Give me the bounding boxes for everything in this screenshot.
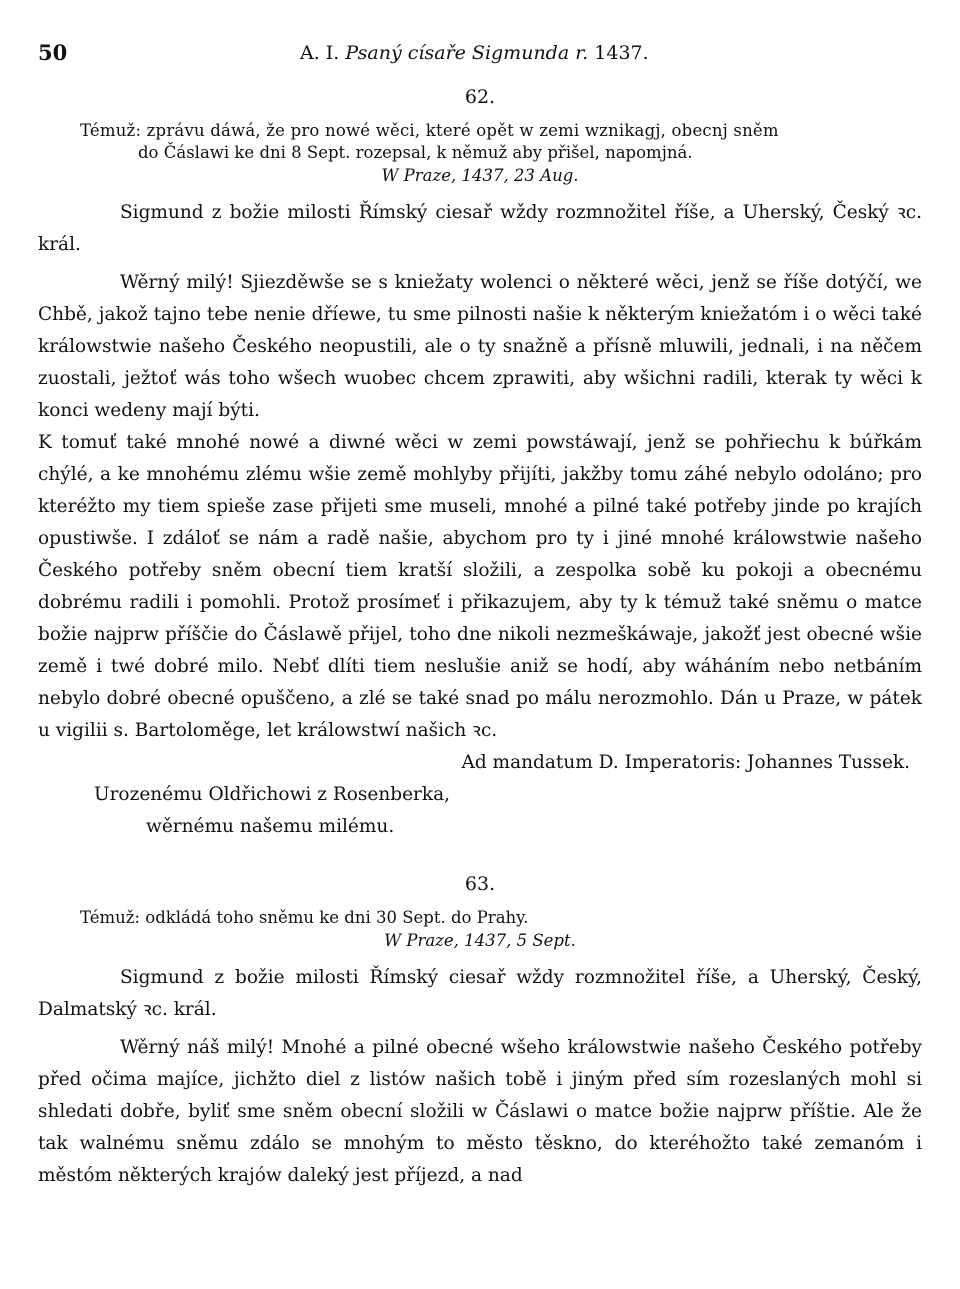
doc-62-date: 1437, 23 Aug. — [461, 166, 579, 185]
doc-62-summary-line1: Témuž: zprávu dáwá, že pro nowé wěci, které opět w zemi wznikagj, obecnj sněm — [80, 121, 779, 140]
doc-63-place-date — [38, 931, 922, 950]
doc-63-number: 63. — [464, 873, 496, 895]
doc-62-address — [38, 779, 922, 843]
doc-62-subscription: Ad mandatum D. Imperatoris: Johannes Tussek. — [461, 752, 910, 773]
running-header — [38, 40, 922, 74]
running-title-text: Psaný císaře Sigmunda r. — [345, 42, 589, 64]
doc-62-address-line2: wěrnému našemu milému. — [146, 816, 395, 837]
running-year: 1437. — [594, 42, 649, 64]
doc-62-place-date — [38, 166, 922, 185]
running-title — [300, 42, 649, 64]
doc-62-summary — [38, 120, 922, 164]
doc-63-place: W Praze, — [384, 931, 459, 950]
doc-62-summary-line2: do Čáslawi ke dni 8 Sept. rozepsal, k němuž aby přišel, napomjná. — [138, 143, 693, 162]
running-prefix: A. I. — [300, 42, 340, 64]
doc-63-date: 1437, 5 Sept. — [464, 931, 576, 950]
doc-62-address-line1: Urozenému Oldřichowi z Rosenberka, — [94, 784, 451, 805]
doc-62-intitulation: Sigmund z božie milosti Římský ciesař wždy rozmnožitel říše, a Uherský, Český ꝛc. král. — [38, 202, 922, 255]
doc-63-intitulation: Sigmund z božie milosti Římský ciesař wždy rozmnožitel říše, a Uherský, Český, Dalmatský ꝛc. král. — [38, 967, 922, 1020]
doc-62-text: Wěrný milý! Sjiezděwše se s kniežaty wolenci o některé wěci, jenž se říše dotýčí, we Chbě, jakož tajno tebe nenie dříewe, tu sme pilnosti našie k některým kniežatóm i o wěci také králowstwie našeho Českého neopustili, ale o ty snažně a přísně mluwili, jednali, i na něčem zuostali, ježtoť wás toho wšech wuobec chcem zprawiti, aby wšichni radili, kterak ty wěci k konci wedeny mají býti. — [38, 272, 922, 421]
page-number: 50 — [38, 40, 68, 65]
doc-62-number: 62. — [464, 86, 496, 108]
document-page — [38, 40, 922, 1192]
doc-62-place: W Praze, — [381, 166, 457, 185]
doc-62-text-continued: K tomuť také mnohé nowé a diwné wěci w zemi powstáwají, jenž se pohřiechu k búřkám chýlé, a ke mnohému zlému wšie země mohlyby přijíti, jakžby tomu záhé nebylo odoláno; pro kteréžto my tiem spieše zase přijeti sme museli, mnohé a pilné také potřeby jinde po krajích opustiwše. I zdáloť se nám a radě našie, abychom pro ty i jiné mnohé králowstwie našeho Českého potřeby sněm obecní tiem kratší složili, a zespolka sobě ku pokoji a obecnému dobrému radili i pomohli. Protož prosímeť i přikazujem, aby ty k témuž také sněmu o matce božie najprw příščie do Čáslawě přijel, toho dne nikoli nezmeškáwaje, jakožť jest obecné wšie země i twé dobré milo. Nebť dlíti tiem neslušie aniž se hodí, aby wáháním nebo netbáním nebylo dobré obecné opuščeno, a zlé se také snad po málu nerozmohlo. Dán u Praze, w pátek u vigilii s. Bartoloměge, let králowstwí našich ꝛc. — [38, 432, 922, 741]
doc-63-summary: Témuž: odkládá toho sněmu ke dni 30 Sept. do Prahy. — [80, 908, 529, 927]
doc-63-text: Wěrný náš milý! Mnohé a pilné obecné wšeho králowstwie našeho Českého potřeby před očima majíce, jichžto diel z listów našich tobě i jiným před sím rozeslaných mohl si shledati dobře, byliť sme sněm obecní složili w Čáslawi o matce božie najprw příštie. Ale že tak walnému sněmu zdálo se mnohým to město těskno, do kteréhožto také zemanóm i městóm některých krajów daleký jest příjezd, a nad — [38, 1037, 922, 1186]
